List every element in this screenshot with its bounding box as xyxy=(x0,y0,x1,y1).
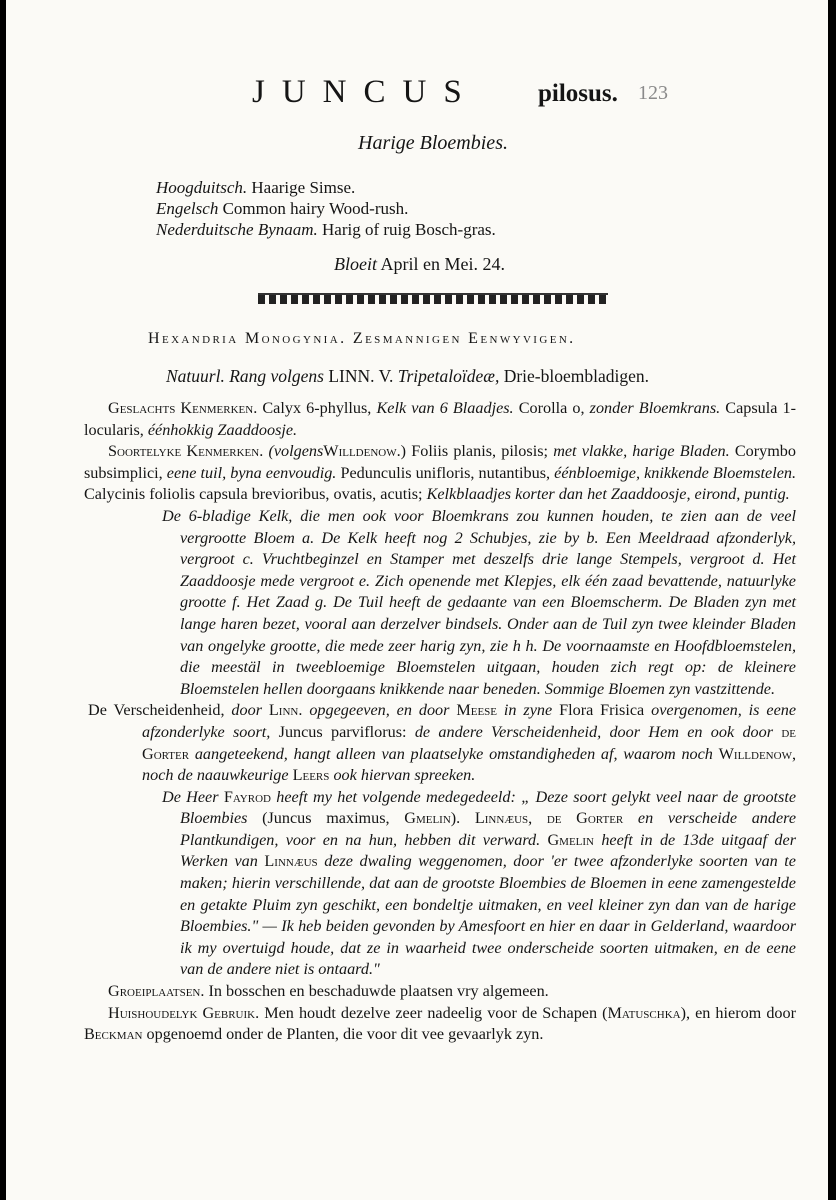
text-run: aangeteekend, hangt alleen van plaatselyke omstandigheden af, waarom noch xyxy=(194,744,713,763)
latin-text: Foliis planis, pilosis; xyxy=(411,442,548,461)
text-run: overgenomen, is eene afzonderlyke soort, xyxy=(142,701,797,741)
dutch-text: Kelk van 6 Blaadjes. xyxy=(376,399,514,417)
text-run: De Heer xyxy=(162,787,219,806)
author-name: de Gorter xyxy=(142,722,796,763)
dutch-text: eene tuil, byna eenvoudig. xyxy=(166,463,337,482)
synonym-row xyxy=(156,178,355,198)
author-name: de Gorter xyxy=(546,809,624,828)
dutch-text: éénbloemige, knikkende Bloemstelen. xyxy=(554,463,797,482)
synonym-language: Hoogduitsch. xyxy=(156,178,248,197)
author-name: Gmelin xyxy=(547,830,595,849)
author-name: Meese xyxy=(456,701,498,720)
text-run: de andere Verscheidenheid, door Hem en ook door xyxy=(414,722,774,741)
latin-text: Calyx 6-phyllus, xyxy=(262,399,372,417)
text-run: in zyne xyxy=(503,701,553,720)
synonym-language: Nederduitsche Bynaam. xyxy=(156,220,318,239)
section-label: Soortelyke Kenmerken. xyxy=(108,442,264,461)
section-label: Groeiplaatsen. xyxy=(108,982,205,1001)
author-name: Willdenow, xyxy=(718,744,797,763)
natural-rank xyxy=(166,366,649,387)
synonym-row xyxy=(156,220,496,240)
author-name: Willdenow.) xyxy=(323,442,407,461)
text-run: In bosschen en beschaduwde plaatsen vry algemeen. xyxy=(208,982,549,1001)
text-run: ook hiervan spreeken. xyxy=(333,766,476,785)
ornament-divider xyxy=(258,293,608,304)
book-title: Flora Frisica xyxy=(559,701,645,720)
text-run: en verscheide andere Plantkundigen, voor en na hun, hebben dit verward. xyxy=(180,809,797,849)
page-number: 123 xyxy=(638,82,668,104)
author-name: Matuschka xyxy=(607,1003,681,1022)
latin-name: Juncus parviflorus: xyxy=(278,722,407,741)
latin-text: Capsula 1-locularis, xyxy=(84,399,797,439)
text-run: noch de naauwkeurige xyxy=(142,766,289,785)
genus-title: JUNCUS xyxy=(252,74,479,110)
latin-name: (Juncus maximus, xyxy=(262,809,390,828)
text-run: opgenoemd onder de Planten, die voor dit vee gevaarlyk zyn. xyxy=(146,1025,544,1044)
common-name: Harige Bloembies. xyxy=(358,132,508,154)
synonym-name: Haarige Simse. xyxy=(251,178,356,197)
natural-rank-tripetal: Tripetaloïdeæ, xyxy=(397,366,500,386)
fayrod-paragraph xyxy=(84,787,796,981)
author-name: Fayrod xyxy=(223,787,271,806)
natural-rank-prefix: Natuurl. Rang volgens xyxy=(166,366,324,386)
synonym-name: Common hairy Wood-rush. xyxy=(222,199,409,218)
author-name: Linnæus xyxy=(264,852,318,871)
text-run: opgegeeven, en door xyxy=(309,701,450,720)
main-text xyxy=(84,398,796,1046)
verscheidenheid-paragraph xyxy=(84,700,796,786)
dutch-text: met vlakke, harige Bladen. xyxy=(553,442,730,461)
bloeit-value: April en Mei. xyxy=(380,254,478,274)
species-title: pilosus. xyxy=(538,80,618,107)
text-run: ), en hierom door xyxy=(680,1003,796,1022)
author-name: Gmelin). xyxy=(404,809,461,828)
synonym-row xyxy=(156,199,408,219)
text-run: heeft my het volgende medegedeeld: „ Deze soort gelykt veel naar de grootste Bloembies xyxy=(180,787,797,828)
synonym-name: Harig of ruig Bosch-gras. xyxy=(322,220,496,239)
text-run: door xyxy=(231,701,263,720)
dutch-text: Kelkblaadjes korter dan het Zaaddoosje, eirond, puntig. xyxy=(426,485,790,504)
huishoudelyk-gebruik xyxy=(84,1003,796,1046)
latin-text: Pedunculis unifloris, nutantibus, xyxy=(340,463,551,482)
bloeit-label: Bloeit xyxy=(334,254,377,274)
geslachts-kenmerken xyxy=(84,398,796,441)
text-run: Men houdt dezelve zeer nadeelig voor de Schapen ( xyxy=(264,1003,608,1022)
natural-rank-linn: LINN. V. xyxy=(328,366,394,386)
paragraph-lead: De Verscheidenheid, xyxy=(88,701,225,720)
section-label: Huishoudelyk Gebruik. xyxy=(108,1003,260,1022)
author-name: Leers xyxy=(292,766,330,785)
author-name: Linn. xyxy=(268,701,303,720)
description-paragraph: De 6-bladige Kelk, die men ook voor Bloemkrans zou kunnen houden, te zien aan de veel vergrootte Bloem a. De Kelk heeft nog 2 Schubjes, zie by b. Een Meeldraad afzonderlyk, vergroot c. Vruchtbeginzel en Stamper met deszelfs drie lange Stempels, vergroot d. Het Zaaddoosje mede vergroot e. Zich openende met Klepjes, elk één zaad bevattende, natuurlyke grootte f. Het Zaad g. De Tuil heeft de gedaante van een Bloemscherm. De Bladen zyn met lange haren bezet, vooral aan derzelver bindsels. Onder aan de Tuil zyn twee kleinder Bladen van ongelyke grootte, die mede zeer harig zyn, zie h h. De voornaamste en Hoofdbloemstelen, die meestäl in tweebloemige Bloemstelen uitgaan, houden zich regt op: de kleinere Bloemstelen hellen doorgaans knikkende naar beneden. Sommige Bloemen zyn vastzittende. xyxy=(162,506,796,698)
latin-text: Calycinis foliolis capsula brevioribus, ovatis, acutis; xyxy=(84,485,423,504)
text-run: deze dwaling weggenomen, door 'er twee afzonderlyke soorten van te maken; hierin verschillende, dat aan de grootste Bloembies de Bloemen in eene zamengestelde en getakte Pluim zyn geschikt, een bondeltje uitmaken, en veel kleiner zyn dan van de harige Bloembies." — Ik heb beiden gevonden by Amesfoort en hier en daar in Gelderland, waardoor ik my overtuigd houde, dat ze in waarheid twee onderscheide soorten uitmaken, en de eene van de andere niet is ontaard." xyxy=(180,852,796,979)
dutch-text: (volgens xyxy=(268,442,324,461)
section-label: Geslachts Kenmerken. xyxy=(108,399,258,417)
latin-text: Corymbo subsimplici, xyxy=(84,442,796,482)
author-name: Beckman xyxy=(84,1025,143,1044)
dutch-text: éénhokkig Zaaddoosje. xyxy=(147,420,298,439)
author-name: Linnæus, xyxy=(474,809,533,828)
latin-text: Corolla o, xyxy=(518,399,585,417)
classification: Hexandria Monogynia. Zesmannigen Eenwyvigen. xyxy=(148,330,576,347)
bloeit-number: 24. xyxy=(482,254,505,274)
soortelyke-kenmerken xyxy=(84,441,796,506)
dutch-text: zonder Bloemkrans. xyxy=(589,399,721,417)
text-run: heeft in de 13de uitgaaf der Werken van xyxy=(180,830,797,871)
groeiplaatsen xyxy=(84,981,796,1003)
page xyxy=(6,0,828,1200)
bloeit-line xyxy=(334,254,505,275)
natural-rank-drie: Drie-bloembladigen. xyxy=(503,366,650,386)
synonym-language: Engelsch xyxy=(156,199,219,218)
